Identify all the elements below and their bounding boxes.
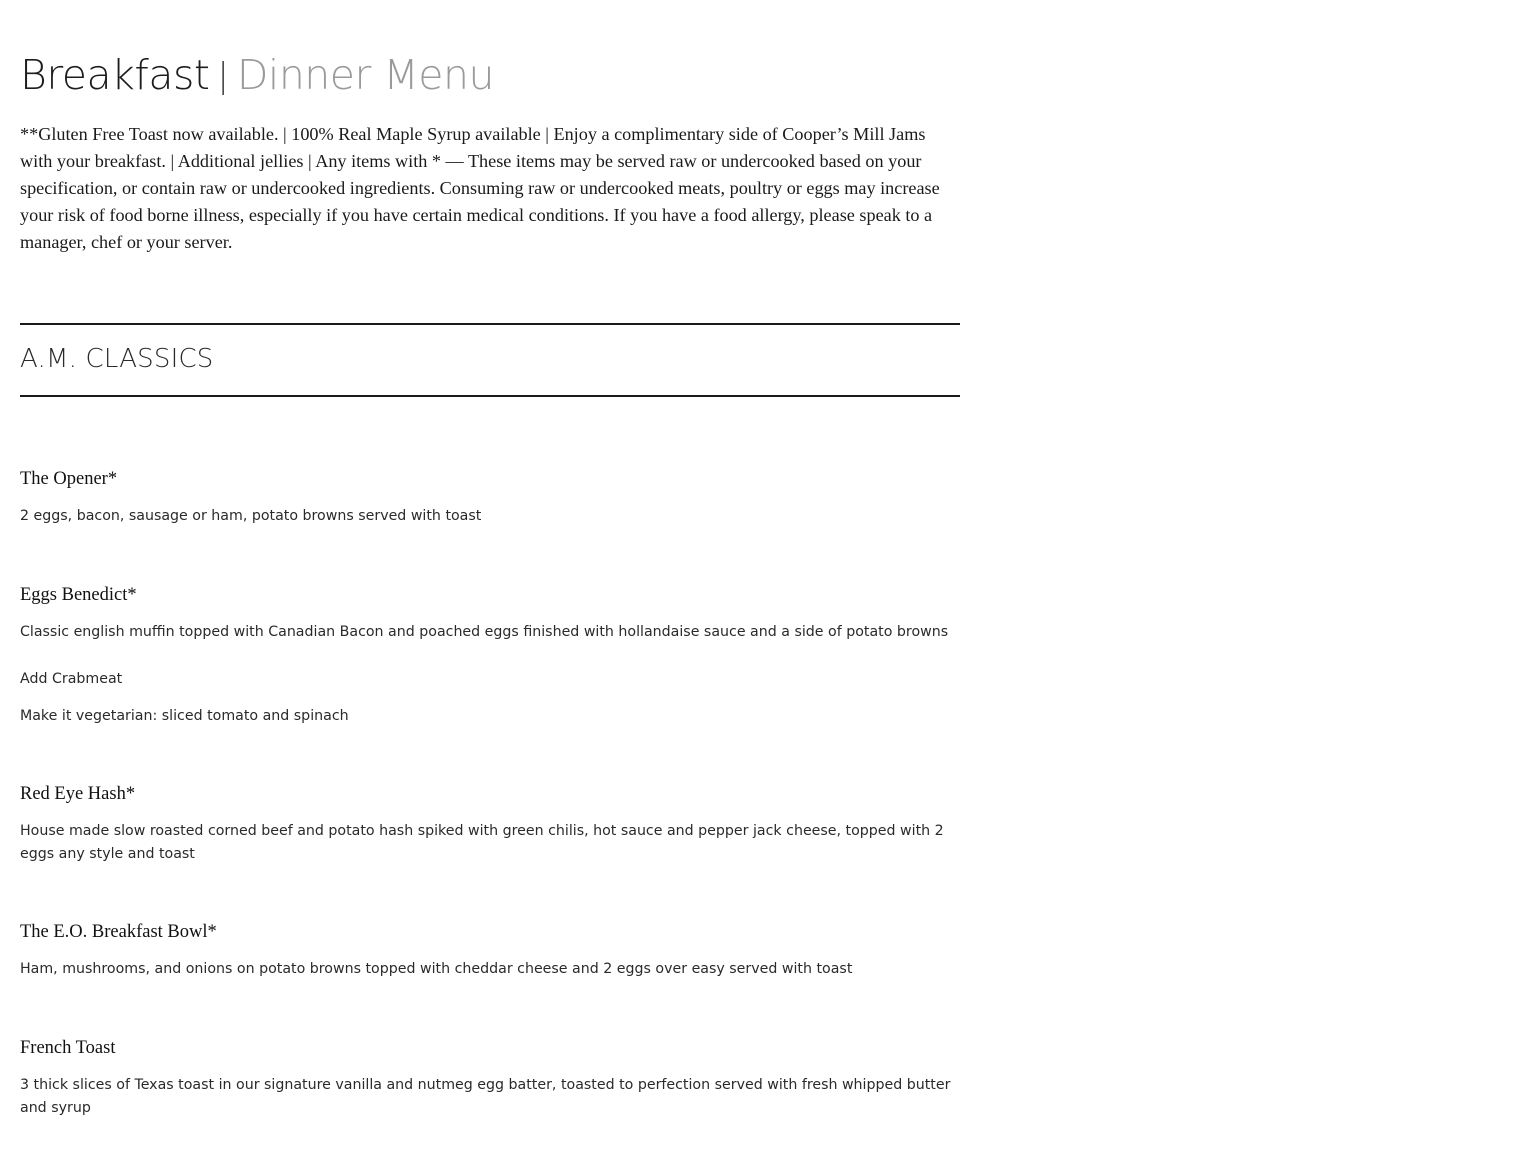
- menu-item-the-opener: [20, 467, 960, 528]
- section-title: A.M. CLASSICS: [20, 344, 214, 374]
- menu-item-name: Red Eye Hash*: [20, 784, 136, 804]
- menu-separator: |: [217, 56, 229, 96]
- menu-item-red-eye-hash: [20, 782, 960, 865]
- menu-item-eggs-benedict: [20, 583, 960, 727]
- menu-item-option: Make it vegetarian: sliced tomato and spinach: [20, 707, 349, 724]
- section-header: [20, 323, 960, 397]
- menu-item-name: The Opener*: [20, 469, 118, 489]
- menu-item-french-toast: [20, 1036, 960, 1119]
- menu-item-breakfast-bowl: [20, 920, 960, 981]
- menu-item-name: Eggs Benedict*: [20, 585, 137, 605]
- menu-switcher: [20, 50, 494, 109]
- menu-item-name: The E.O. Breakfast Bowl*: [20, 922, 217, 942]
- menu-item-description: 3 thick slices of Texas toast in our signature vanilla and nutmeg egg batter, toasted to perfection served with fresh whipped butter and syrup: [20, 1077, 951, 1116]
- menu-item-description: Ham, mushrooms, and onions on potato browns topped with cheddar cheese and 2 eggs over easy served with toast: [20, 961, 853, 977]
- menu-item-description: Classic english muffin topped with Canadian Bacon and poached eggs finished with hollandaise sauce and a side of potato browns: [20, 624, 949, 640]
- menu-item-name: French Toast: [20, 1038, 116, 1058]
- menu-item-description: House made slow roasted corned beef and potato hash spiked with green chilis, hot sauce and pepper jack cheese, topped with 2 eggs any style and toast: [20, 823, 944, 862]
- menu-item-option: Add Crabmeat: [20, 670, 123, 687]
- breakfast-menu-tab[interactable]: Breakfast: [20, 51, 210, 99]
- dinner-menu-link[interactable]: Dinner Menu: [236, 51, 494, 99]
- menu-item-description: 2 eggs, bacon, sausage or ham, potato browns served with toast: [20, 508, 482, 524]
- allergy-notice: **Gluten Free Toast now available. | 100% Real Maple Syrup available | Enjoy a complimentary side of Cooper’s Mill Jams with your breakfast. | Additional jellies | Any items with * — These items may be served raw or undercooked based on your specification, or contain raw or undercooked ingredients. Consuming raw or undercooked meats, poultry or eggs may increase your risk of food borne illness, especially if you have certain medical conditions. If you have a food allergy, please speak to a manager, chef or your server.: [20, 124, 940, 252]
